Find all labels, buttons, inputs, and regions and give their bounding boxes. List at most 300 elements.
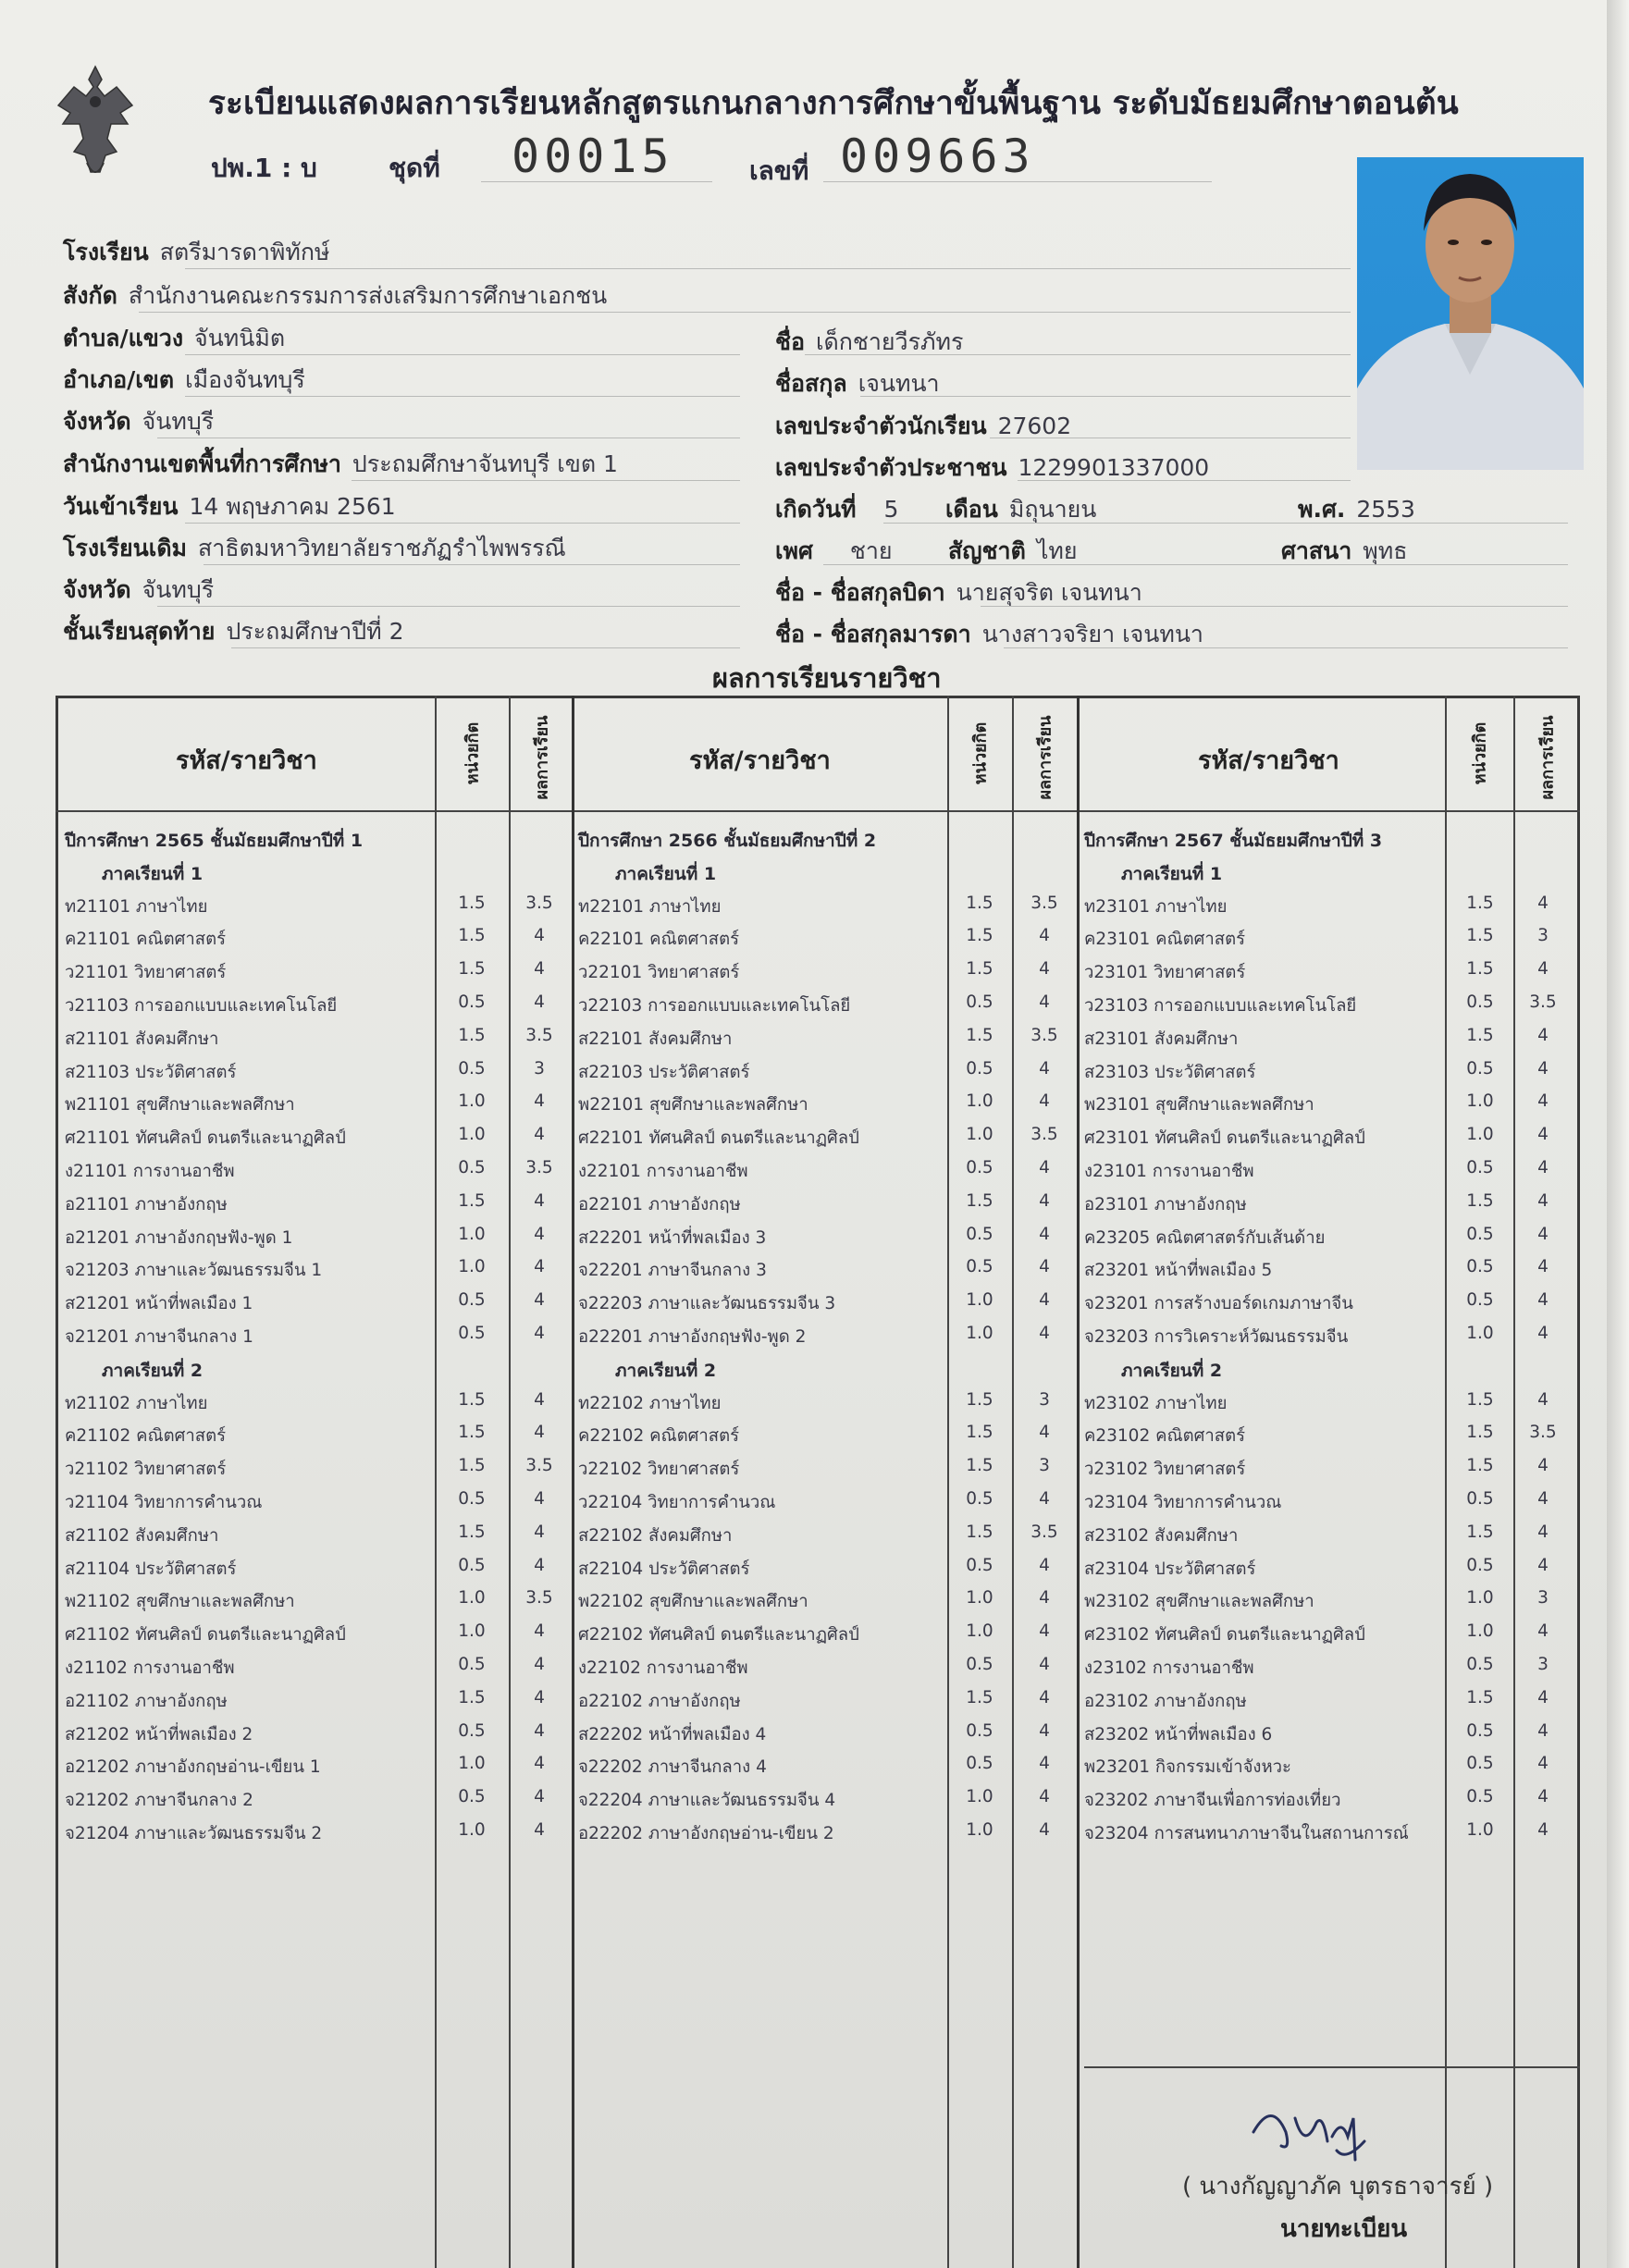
subject-grade: 4 (1537, 1290, 1549, 1311)
subject-credits: 0.5 (966, 992, 993, 1012)
subject-name: อ21102 ภาษาอังกฤษ (65, 1691, 228, 1711)
subject-credits: 1.0 (458, 1091, 486, 1112)
subject-credits: 1.5 (1466, 1423, 1494, 1443)
subject-grade: 3.5 (1529, 1423, 1557, 1443)
subject-name: ค23205 คณิตศาสตร์กับเส้นด้าย (1084, 1227, 1326, 1248)
subject-name: ศ22102 ทัศนศิลป์ ดนตรีและนาฏศิลป์ (578, 1625, 859, 1646)
subject-grade: 4 (1039, 1820, 1050, 1840)
affiliation-field: สังกัด สำนักงานคณะกรรมการส่งเสริมการศึกษาเอกชน (63, 282, 608, 309)
page-edge (1607, 0, 1629, 2268)
subject-name: พ22102 สุขศึกษาและพลศึกษา (578, 1592, 808, 1612)
subject-name: ค23101 คณิตศาสตร์ (1084, 930, 1246, 950)
subject-credits: 1.5 (1466, 959, 1494, 980)
divider (981, 606, 1568, 607)
subject-grade: 3 (534, 1058, 545, 1079)
subject-name: ท23102 ภาษาไทย (1084, 1393, 1228, 1413)
enroll-date-field: วันเข้าเรียน 14 พฤษภาคม 2561 (63, 493, 396, 520)
subject-name: จ21203 ภาษาและวัฒนธรรมจีน 1 (65, 1261, 323, 1281)
subject-credits: 0.5 (458, 1720, 486, 1741)
subject-grade: 4 (534, 1224, 545, 1244)
subject-credits: 0.5 (966, 1655, 993, 1674)
subject-credits: 1.5 (458, 1456, 486, 1476)
nationality-field: สัญชาติ ไทย (948, 537, 1078, 564)
subject-credits: 1.5 (966, 926, 993, 946)
subject-name: ศ22101 ทัศนศิลป์ ดนตรีและนาฏศิลป์ (578, 1128, 859, 1149)
subject-credits: 1.0 (966, 1820, 993, 1840)
subject-grade: 3.5 (525, 1456, 553, 1476)
header-subject: รหัส/รายวิชา (176, 746, 317, 775)
birth-year-field: พ.ศ. 2553 (1298, 496, 1415, 523)
last-grade-field: ชั้นเรียนสุดท้าย ประถมศึกษาปีที่ 2 (63, 618, 404, 645)
subject-grade: 4 (1537, 1720, 1549, 1741)
subject-name: ค21102 คณิตศาสตร์ (65, 1426, 227, 1447)
divider (860, 396, 1351, 397)
subject-name: ส21104 ประวัติศาสตร์ (65, 1559, 237, 1579)
subject-grade: 4 (534, 959, 545, 980)
subject-name: พ23102 สุขศึกษาและพลศึกษา (1084, 1592, 1314, 1612)
subject-name: ศ21102 ทัศนศิลป์ ดนตรีและนาฏศิลป์ (65, 1625, 346, 1646)
name-field: ชื่อ เด็กชายวีรภัทร (775, 328, 964, 355)
subject-name: ค22101 คณิตศาสตร์ (578, 930, 740, 950)
subject-credits: 1.0 (966, 1787, 993, 1807)
subject-grade: 4 (1537, 1389, 1549, 1410)
subject-credits: 1.0 (458, 1224, 486, 1244)
subject-name: ว21102 วิทยาศาสตร์ (65, 1460, 227, 1480)
subject-name: ง23102 การงานอาชีพ (1084, 1658, 1254, 1678)
subject-credits: 1.5 (966, 893, 993, 913)
subject-name: ง23101 การงานอาชีพ (1084, 1162, 1254, 1181)
subject-name: ว22104 วิทยาการคำนวณ (578, 1493, 776, 1512)
subject-credits: 0.5 (1466, 1257, 1494, 1277)
subject-credits: 0.5 (1466, 1224, 1494, 1244)
header-credits: หน่วยกิต (970, 721, 991, 785)
subject-name: พ21101 สุขศึกษาและพลศึกษา (65, 1095, 295, 1116)
subject-credits: 1.0 (458, 1621, 486, 1642)
academic-year-heading: ปีการศึกษา 2565 ชั้นมัธยมศึกษาปีที่ 1 (65, 831, 364, 851)
previous-school-field: โรงเรียนเดิม สาธิตมหาวิทยาลัยราชภัฏรำไพพรรณี (63, 535, 566, 561)
subject-credits: 0.5 (1466, 1754, 1494, 1774)
divider (1004, 647, 1568, 648)
subject-name: ส22103 ประวัติศาสตร์ (578, 1062, 750, 1082)
subject-grade: 4 (1537, 1058, 1549, 1079)
subject-name: ส22101 สังคมศึกษา (578, 1029, 733, 1049)
registrar-name: ( นางกัญญาภัค บุตรธาจารย์ ) (1182, 2173, 1494, 2200)
academic-year-heading: ปีการศึกษา 2567 ชั้นมัธยมศึกษาปีที่ 3 (1084, 831, 1383, 851)
subject-credits: 1.5 (1466, 1687, 1494, 1707)
subject-credits: 0.5 (966, 1058, 993, 1079)
divider (185, 268, 1351, 269)
subject-credits: 1.5 (1466, 1025, 1494, 1045)
term-heading: ภาคเรียนที่ 2 (102, 1360, 204, 1381)
subject-name: ส22102 สังคมศึกษา (578, 1525, 733, 1546)
subject-grade: 4 (1537, 1091, 1549, 1112)
subject-grade: 4 (534, 1091, 545, 1112)
subject-grade: 4 (1537, 1324, 1549, 1343)
subject-name: ว23101 วิทยาศาสตร์ (1084, 963, 1246, 983)
subject-credits: 1.0 (1466, 1820, 1494, 1840)
subject-credits: 0.5 (458, 1655, 486, 1674)
header-grade: ผลการเรียน (532, 715, 552, 800)
header-credits: หน่วยกิต (1470, 721, 1490, 785)
column-divider (1077, 696, 1080, 2268)
subject-grade: 4 (1039, 926, 1050, 946)
subject-credits: 1.5 (1466, 1389, 1494, 1410)
subject-name: ท21101 ภาษาไทย (65, 896, 208, 917)
subject-grade: 4 (1537, 1025, 1549, 1045)
subject-grade: 3.5 (1030, 893, 1058, 913)
subject-credits: 1.5 (458, 926, 486, 946)
student-portrait-icon (1357, 157, 1584, 470)
subject-grade: 4 (1039, 1720, 1050, 1741)
divider (823, 564, 1568, 565)
subject-name: ส21101 สังคมศึกษา (65, 1029, 219, 1049)
divider (231, 647, 740, 648)
subject-grade: 4 (1039, 1655, 1050, 1674)
subject-credits: 1.5 (458, 1190, 486, 1211)
subject-credits: 0.5 (1466, 1158, 1494, 1177)
subject-name: ง22101 การงานอาชีพ (578, 1162, 748, 1181)
subject-name: ว23102 วิทยาศาสตร์ (1084, 1460, 1246, 1480)
school-field: โรงเรียน สตรีมารดาพิทักษ์ (63, 239, 330, 265)
subject-grade: 4 (1039, 1190, 1050, 1211)
divider (352, 480, 740, 481)
subject-credits: 1.5 (966, 1389, 993, 1410)
religion-field: ศาสนา พุทธ (1281, 537, 1408, 564)
subject-credits: 0.5 (458, 1324, 486, 1343)
subject-credits: 1.5 (458, 1522, 486, 1542)
subject-credits: 1.0 (966, 1125, 993, 1145)
column-divider (947, 696, 949, 2268)
subject-credits: 1.5 (458, 1389, 486, 1410)
subject-name: จ22202 ภาษาจีนกลาง 4 (578, 1757, 767, 1778)
subject-credits: 1.0 (966, 1588, 993, 1609)
subject-credits: 1.0 (966, 1324, 993, 1343)
garuda-emblem-icon (54, 59, 137, 189)
subject-name: ศ23102 ทัศนศิลป์ ดนตรีและนาฏศิลป์ (1084, 1625, 1365, 1646)
subject-grade: 4 (1537, 1257, 1549, 1277)
subject-name: ง21102 การงานอาชีพ (65, 1658, 235, 1678)
divider (823, 181, 1212, 182)
document-title: ระเบียนแสดงผลการเรียนหลักสูตรแกนกลางการศึกษาขั้นพื้นฐาน ระดับมัธยมศึกษาตอนต้น (208, 85, 1459, 122)
subject-grade: 4 (534, 1389, 545, 1410)
subject-grade: 4 (534, 1655, 545, 1674)
subject-name: ส21102 สังคมศึกษา (65, 1525, 219, 1546)
subject-grade: 4 (534, 1555, 545, 1575)
subject-grade: 3.5 (525, 1025, 553, 1045)
sex-field: เพศ ชาย (775, 537, 893, 564)
subject-name: ว23103 การออกแบบและเทคโนโลยี (1084, 996, 1357, 1016)
subject-grade: 4 (534, 1787, 545, 1807)
subject-grade: 4 (1039, 1754, 1050, 1774)
subject-name: จ22203 ภาษาและวัฒนธรรมจีน 3 (578, 1294, 836, 1314)
subject-name: ง22102 การงานอาชีพ (578, 1658, 748, 1678)
subject-grade: 4 (1537, 1522, 1549, 1542)
surname-field: ชื่อสกุล เจนทนา (775, 370, 940, 397)
subject-grade: 4 (1537, 1754, 1549, 1774)
subject-credits: 0.5 (966, 1754, 993, 1774)
subject-grade: 4 (534, 1687, 545, 1707)
subject-grade: 3.5 (1030, 1522, 1058, 1542)
form-code: ปพ.1 : บ (211, 153, 317, 183)
subject-credits: 1.5 (966, 1522, 993, 1542)
district-field: อำเภอ/เขต เมืองจันทบุรี (63, 366, 305, 393)
subject-name: จ23202 ภาษาจีนเพื่อการท่องเที่ยว (1084, 1791, 1341, 1811)
subject-credits: 0.5 (966, 1158, 993, 1177)
subject-name: จ21202 ภาษาจีนกลาง 2 (65, 1791, 253, 1811)
subject-grade: 4 (1039, 1787, 1050, 1807)
subject-grade: 4 (1537, 1621, 1549, 1642)
column-divider (572, 696, 574, 2268)
subject-name: ท22102 ภาษาไทย (578, 1393, 722, 1413)
document-number: 009663 (840, 129, 1035, 183)
subject-name: ท23101 ภาษาไทย (1084, 896, 1228, 917)
subject-credits: 0.5 (966, 1257, 993, 1277)
subject-grade: 4 (534, 1290, 545, 1311)
term-heading: ภาคเรียนที่ 1 (615, 863, 717, 884)
subject-credits: 1.5 (458, 1687, 486, 1707)
father-name-field: ชื่อ - ชื่อสกุลบิดา นายสุจริต เจนทนา (775, 579, 1142, 606)
subject-grade: 3.5 (525, 1158, 553, 1177)
subject-credits: 0.5 (458, 1290, 486, 1311)
subject-grade: 3.5 (525, 893, 553, 913)
subject-name: ค23102 คณิตศาสตร์ (1084, 1426, 1246, 1447)
subject-credits: 1.5 (966, 1423, 993, 1443)
subject-credits: 1.5 (966, 1687, 993, 1707)
subject-grade: 3.5 (1030, 1125, 1058, 1145)
subject-name: ส21202 หน้าที่พลเมือง 2 (65, 1724, 253, 1744)
subject-grade: 4 (1537, 1820, 1549, 1840)
subject-credits: 1.0 (458, 1820, 486, 1840)
subject-name: อ22101 ภาษาอังกฤษ (578, 1194, 741, 1214)
subject-grade: 3 (1039, 1389, 1050, 1410)
term-heading: ภาคเรียนที่ 1 (1121, 863, 1223, 884)
subject-name: อ22202 ภาษาอังกฤษอ่าน-เขียน 2 (578, 1824, 834, 1843)
subject-grade: 4 (1537, 1555, 1549, 1575)
subject-credits: 0.5 (966, 1555, 993, 1575)
subject-grade: 4 (1039, 1158, 1050, 1177)
subject-credits: 0.5 (458, 1058, 486, 1079)
subject-name: ส21103 ประวัติศาสตร์ (65, 1062, 237, 1082)
subject-grade: 4 (534, 1820, 545, 1840)
subject-credits: 0.5 (1466, 1489, 1494, 1509)
subject-grade: 4 (1039, 1257, 1050, 1277)
subject-grade: 4 (534, 1190, 545, 1211)
subject-grade: 4 (1537, 1687, 1549, 1707)
subject-credits: 1.5 (458, 959, 486, 980)
subject-grade: 4 (1039, 1091, 1050, 1112)
subject-name: อ21201 ภาษาอังกฤษฟัง-พูด 1 (65, 1227, 293, 1248)
subject-credits: 1.0 (1466, 1125, 1494, 1145)
subject-credits: 1.5 (966, 1190, 993, 1211)
divider (805, 354, 1351, 355)
subject-name: ว22101 วิทยาศาสตร์ (578, 963, 740, 983)
subject-credits: 1.0 (1466, 1621, 1494, 1642)
subject-name: ส22104 ประวัติศาสตร์ (578, 1559, 750, 1579)
subject-name: ค21101 คณิตศาสตร์ (65, 930, 227, 950)
subject-credits: 0.5 (1466, 992, 1494, 1012)
subject-grade: 4 (1537, 893, 1549, 913)
subject-grade: 4 (534, 1754, 545, 1774)
results-title: ผลการเรียนรายวิชา (712, 662, 942, 694)
term-heading: ภาคเรียนที่ 2 (1121, 1360, 1223, 1381)
subject-credits: 1.5 (966, 1456, 993, 1476)
subject-credits: 1.0 (966, 1091, 993, 1112)
header-credits: หน่วยกิต (463, 721, 483, 785)
divider (1018, 480, 1351, 481)
subject-grade: 4 (1039, 1058, 1050, 1079)
subject-name: ส23103 ประวัติศาสตร์ (1084, 1062, 1256, 1082)
subject-name: ส23201 หน้าที่พลเมือง 5 (1084, 1261, 1273, 1281)
subject-grade: 3 (1039, 1456, 1050, 1476)
subject-name: พ21102 สุขศึกษาและพลศึกษา (65, 1592, 295, 1612)
subject-credits: 0.5 (1466, 1290, 1494, 1311)
subject-name: จ21201 ภาษาจีนกลาง 1 (65, 1327, 253, 1347)
subject-grade: 4 (534, 1324, 545, 1343)
subject-grade: 4 (1537, 1224, 1549, 1244)
subject-grade: 4 (534, 926, 545, 946)
subject-grade: 4 (1537, 1787, 1549, 1807)
subject-grade: 4 (534, 992, 545, 1012)
area-office-field: สำนักงานเขตพื้นที่การศึกษา ประถมศึกษาจันทบุรี เขต 1 (63, 450, 618, 477)
student-id-field: เลขประจำตัวนักเรียน 27602 (775, 413, 1072, 439)
subject-grade: 3.5 (1529, 992, 1557, 1012)
subject-grade: 3.5 (525, 1588, 553, 1609)
subject-grade: 4 (534, 1621, 545, 1642)
subject-grade: 4 (1039, 1588, 1050, 1609)
subject-name: ส22202 หน้าที่พลเมือง 4 (578, 1724, 767, 1744)
subject-name: ว21104 วิทยาการคำนวณ (65, 1493, 263, 1512)
subject-credits: 0.5 (458, 1489, 486, 1509)
subject-credits: 1.5 (1466, 926, 1494, 946)
subject-grade: 3 (1537, 1655, 1549, 1674)
subject-credits: 1.5 (458, 1423, 486, 1443)
subject-name: ส23104 ประวัติศาสตร์ (1084, 1559, 1256, 1579)
subject-credits: 1.0 (966, 1290, 993, 1311)
divider (481, 181, 712, 182)
subject-grade: 4 (1537, 1190, 1549, 1211)
subject-name: ส23202 หน้าที่พลเมือง 6 (1084, 1724, 1273, 1744)
subject-credits: 0.5 (1466, 1655, 1494, 1674)
subject-grade: 4 (1537, 959, 1549, 980)
subject-name: จ22201 ภาษาจีนกลาง 3 (578, 1261, 767, 1281)
subject-name: อ22201 ภาษาอังกฤษฟัง-พูด 2 (578, 1327, 807, 1347)
subject-credits: 1.5 (1466, 893, 1494, 913)
header-grade: ผลการเรียน (1035, 715, 1055, 800)
subject-grade: 4 (1039, 1423, 1050, 1443)
term-heading: ภาคเรียนที่ 1 (102, 863, 204, 884)
subject-grade: 4 (1537, 1489, 1549, 1509)
citizen-id-field: เลขประจำตัวประชาชน 1229901337000 (775, 454, 1210, 481)
subject-grade: 3 (1537, 1588, 1549, 1609)
subject-grade: 4 (534, 1257, 545, 1277)
subject-credits: 0.5 (1466, 1555, 1494, 1575)
subject-credits: 1.5 (1466, 1522, 1494, 1542)
column-divider (1445, 696, 1447, 2268)
subject-credits: 0.5 (1466, 1720, 1494, 1741)
subject-name: ส23102 สังคมศึกษา (1084, 1525, 1239, 1546)
academic-year-heading: ปีการศึกษา 2566 ชั้นมัธยมศึกษาปีที่ 2 (578, 831, 877, 851)
subject-name: อ21101 ภาษาอังกฤษ (65, 1194, 228, 1214)
column-divider (435, 696, 437, 2268)
subject-name: ศ23101 ทัศนศิลป์ ดนตรีและนาฏศิลป์ (1084, 1128, 1365, 1149)
subject-name: ว23104 วิทยาการคำนวณ (1084, 1493, 1282, 1512)
subject-credits: 1.0 (1466, 1324, 1494, 1343)
subject-grade: 4 (534, 1489, 545, 1509)
province-field: จังหวัด จันทบุรี (63, 408, 215, 435)
header-grade: ผลการเรียน (1537, 715, 1558, 800)
subject-name: อ21202 ภาษาอังกฤษอ่าน-เขียน 1 (65, 1757, 321, 1778)
registrar-role: นายทะเบียน (1280, 2215, 1408, 2243)
subject-credits: 1.0 (458, 1257, 486, 1277)
divider (185, 523, 740, 524)
set-label: ชุดที่ (389, 153, 440, 183)
subject-grade: 4 (1537, 1158, 1549, 1177)
set-number: 00015 (512, 129, 674, 183)
divider (185, 396, 740, 397)
subject-name: ส22201 หน้าที่พลเมือง 3 (578, 1227, 767, 1248)
subject-name: พ23201 กิจกรรมเข้าจังหวะ (1084, 1757, 1291, 1778)
subject-name: อ23102 ภาษาอังกฤษ (1084, 1691, 1247, 1711)
subject-grade: 4 (534, 1522, 545, 1542)
results-table (56, 696, 1580, 2268)
subject-grade: 4 (1537, 1456, 1549, 1476)
subject-name: จ23204 การสนทนาภาษาจีนในสถานการณ์ (1084, 1824, 1409, 1843)
subject-name: จ21204 ภาษาและวัฒนธรรมจีน 2 (65, 1824, 323, 1843)
subject-credits: 0.5 (966, 1720, 993, 1741)
subject-credits: 1.0 (1466, 1091, 1494, 1112)
divider (185, 354, 740, 355)
header-subject: รหัส/รายวิชา (689, 746, 831, 775)
subject-grade: 4 (1039, 1687, 1050, 1707)
subject-name: จ23203 การวิเคราะห์วัฒนธรรมจีน (1084, 1327, 1349, 1347)
table-header-divider (56, 810, 1580, 812)
subject-name: ค22102 คณิตศาสตร์ (578, 1426, 740, 1447)
subject-credits: 1.5 (458, 893, 486, 913)
divider (204, 564, 740, 565)
subject-name: จ23201 การสร้างบอร์ดเกมภาษาจีน (1084, 1294, 1353, 1314)
student-photo (1357, 157, 1584, 470)
subject-name: ง21101 การงานอาชีพ (65, 1162, 235, 1181)
subject-grade: 4 (1039, 1489, 1050, 1509)
subject-grade: 4 (1039, 959, 1050, 980)
subject-credits: 0.5 (458, 1787, 486, 1807)
divider (139, 312, 1351, 313)
subject-name: ท22101 ภาษาไทย (578, 896, 722, 917)
subject-name: ว22102 วิทยาศาสตร์ (578, 1460, 740, 1480)
subject-name: ว22103 การออกแบบและเทคโนโลยี (578, 996, 851, 1016)
subject-name: ท21102 ภาษาไทย (65, 1393, 208, 1413)
subject-name: ส23101 สังคมศึกษา (1084, 1029, 1239, 1049)
number-label: เลขที่ (749, 155, 809, 186)
subject-credits: 1.5 (966, 959, 993, 980)
subject-credits: 1.0 (458, 1754, 486, 1774)
subject-grade: 4 (534, 1423, 545, 1443)
subject-credits: 0.5 (458, 1555, 486, 1575)
subject-name: ว21103 การออกแบบและเทคโนโลยี (65, 996, 338, 1016)
subject-name: จ22204 ภาษาและวัฒนธรรมจีน 4 (578, 1791, 836, 1811)
subject-credits: 1.5 (458, 1025, 486, 1045)
subject-credits: 1.5 (966, 1025, 993, 1045)
subject-credits: 0.5 (966, 1489, 993, 1509)
subject-name: พ23101 สุขศึกษาและพลศึกษา (1084, 1095, 1314, 1116)
subject-grade: 4 (534, 1125, 545, 1145)
subject-credits: 1.0 (1466, 1588, 1494, 1609)
subject-grade: 4 (1039, 1621, 1050, 1642)
subject-grade: 4 (1039, 992, 1050, 1012)
term-heading: ภาคเรียนที่ 2 (615, 1360, 717, 1381)
mother-name-field: ชื่อ - ชื่อสกุลมารดา นางสาวจริยา เจนทนา (775, 621, 1203, 647)
subject-grade: 4 (534, 1720, 545, 1741)
